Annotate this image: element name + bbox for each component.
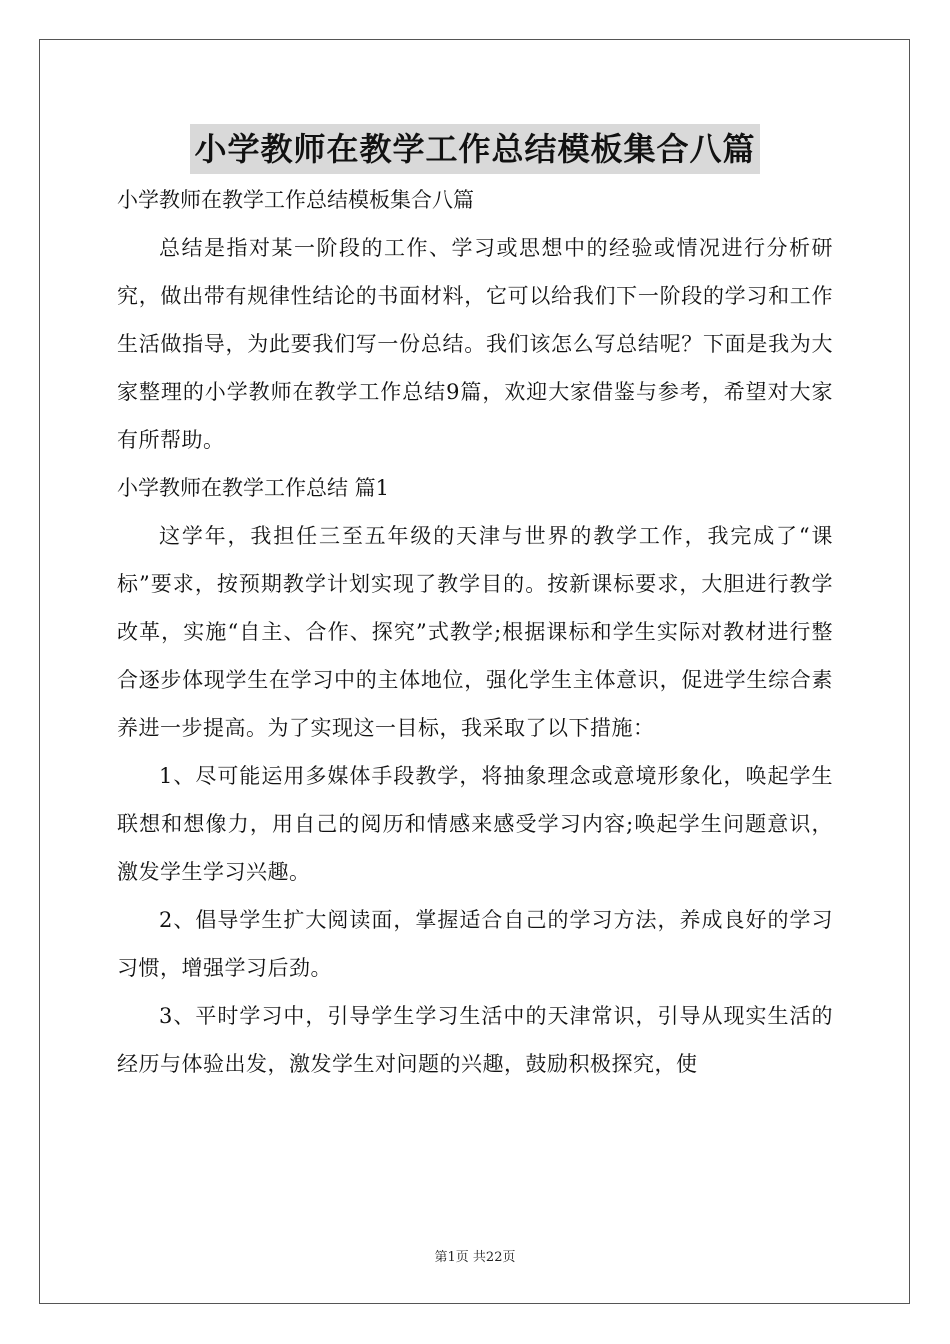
list-item-3: 3、平时学习中，引导学生学习生活中的天津常识，引导从现实生活的经历与体验出发，激发学生对问题的兴趣，鼓励积极探究，使 bbox=[117, 1004, 833, 1076]
list-item-2: 2、倡导学生扩大阅读面，掌握适合自己的学习方法，养成良好的学习习惯，增强学习后劲。 bbox=[117, 908, 833, 980]
body-paragraph: 这学年，我担任三至五年级的天津与世界的教学工作，我完成了“课标”要求，按预期教学计划实现了教学目的。按新课标要求，大胆进行教学改革，实施“自主、合作、探究”式教学;根据课标和学生实际对教材进行整合逐步体现学生在学习中的主体地位，强化学生主体意识，促进学生综合素养进一步提高。为了实现这一目标，我采取了以下措施： bbox=[117, 524, 833, 740]
section-heading: 小学教师在教学工作总结 篇1 bbox=[117, 476, 390, 500]
intro-paragraph: 总结是指对某一阶段的工作、学习或思想中的经验或情况进行分析研究，做出带有规律性结论的书面材料，它可以给我们下一阶段的学习和工作生活做指导，为此要我们写一份总结。我们该怎么写总结呢？下面是我为大家整理的小学教师在教学工作总结9篇，欢迎大家借鉴与参考，希望对大家有所帮助。 bbox=[117, 236, 833, 452]
document-body bbox=[117, 176, 833, 1088]
subtitle: 小学教师在教学工作总结模板集合八篇 bbox=[117, 188, 474, 212]
document-title: 小学教师在教学工作总结模板集合八篇 bbox=[190, 124, 759, 174]
page-number: 第1页 共22页 bbox=[434, 1250, 516, 1265]
list-item-1: 1、尽可能运用多媒体手段教学，将抽象理念或意境形象化，唤起学生联想和想像力，用自己的阅历和情感来感受学习内容;唤起学生问题意识，激发学生学习兴趣。 bbox=[117, 764, 833, 884]
